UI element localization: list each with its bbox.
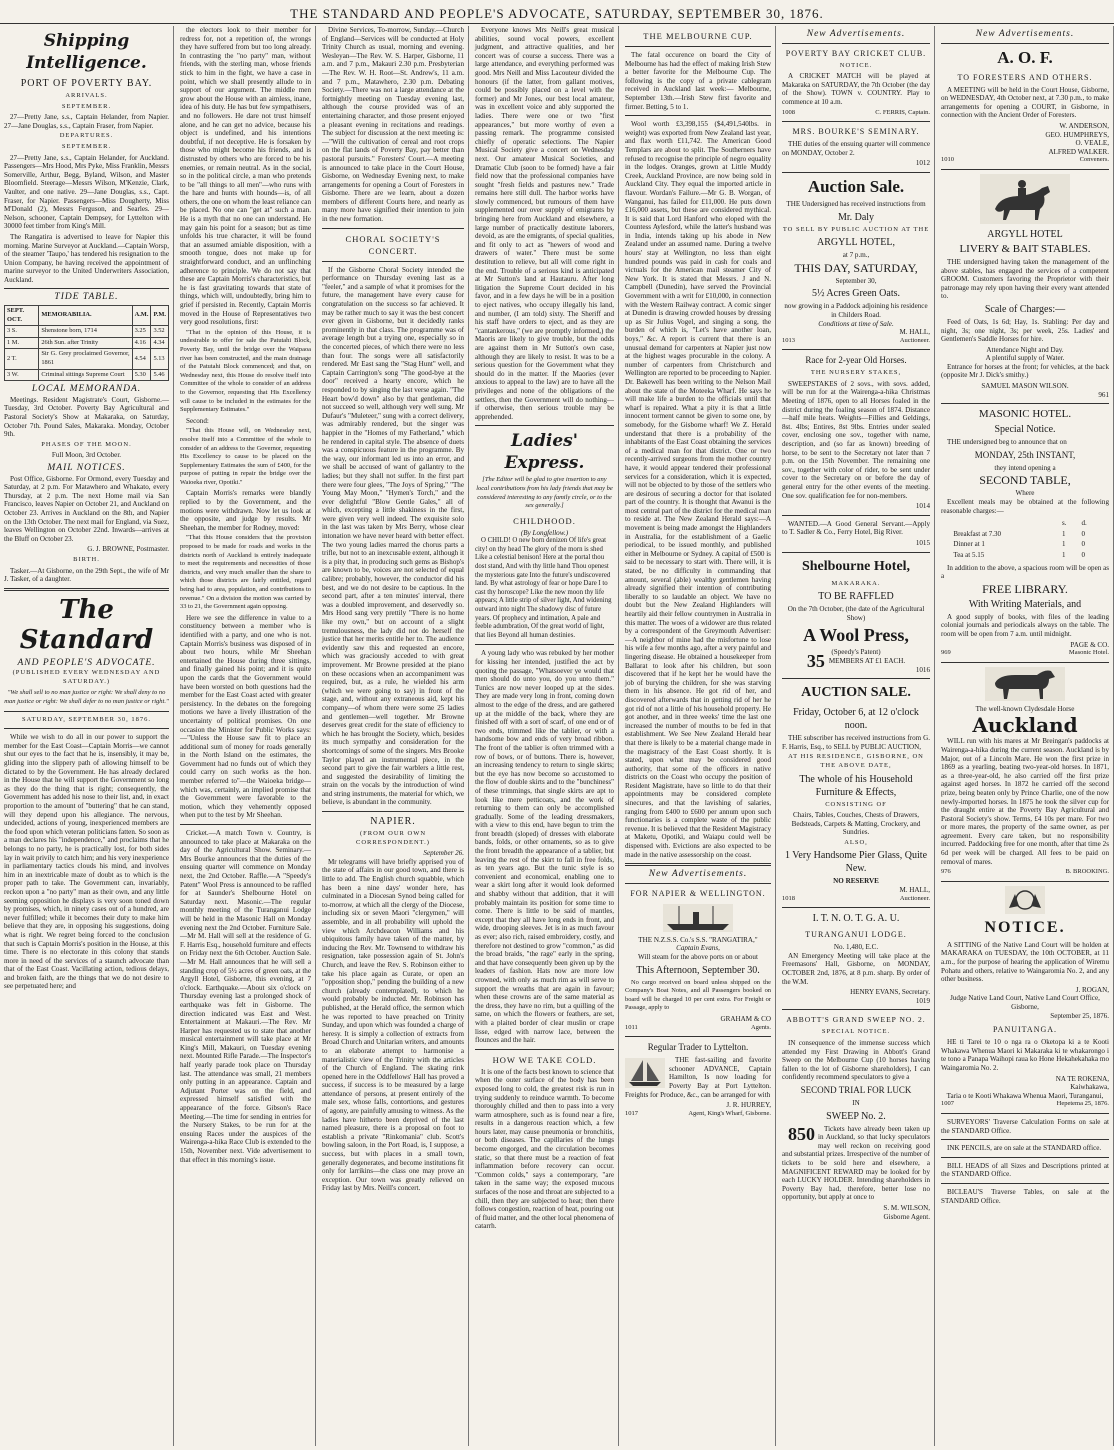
auction2-sign: M. HALL, bbox=[899, 886, 930, 895]
aof-name: W. ANDERSON, bbox=[1059, 121, 1109, 130]
ladies-express-title: Ladies' Express. bbox=[504, 431, 585, 474]
auction2-heading: AUCTION SALE. bbox=[801, 685, 911, 701]
sweep-sign: S. M. WILSON, bbox=[883, 1203, 930, 1212]
lodge-number: No. 1,480, E.C. bbox=[833, 943, 879, 952]
napier-date: September 26. bbox=[423, 849, 464, 858]
masonic-big: SECOND TABLE, bbox=[979, 473, 1071, 488]
auction-day: THIS DAY, SATURDAY, bbox=[794, 260, 918, 275]
tide-row: 3 W. Criminal sittings Supreme Court 5.30 5.46 bbox=[5, 369, 169, 381]
ad-number: 1018 bbox=[782, 894, 795, 902]
choral-heading: CHORAL SOCIETY'S CONCERT. bbox=[345, 233, 441, 256]
auction2-venue: AT HIS RESIDENCE, GISBORNE, ON THE ABOVE DATE, bbox=[788, 753, 924, 769]
tide-table bbox=[4, 305, 169, 381]
cricket-notice: NOTICE. bbox=[839, 61, 873, 69]
shelbourne-heading: Shelbourne Hotel, bbox=[801, 558, 911, 574]
auction-date: September 30, bbox=[835, 276, 877, 285]
race-heading: Race for 2-year Old Horses. bbox=[805, 355, 907, 366]
birth-heading: BIRTH. bbox=[73, 555, 100, 563]
raffle-members: MEMBERS AT £1 EACH. bbox=[828, 656, 906, 665]
masonic-day: MONDAY, 25th INSTANT, bbox=[974, 449, 1076, 460]
maori-sign: NA TE ROKENA, bbox=[1055, 1074, 1109, 1083]
sweep-in: IN bbox=[852, 1098, 860, 1107]
aof-heading: A. O. F. bbox=[997, 47, 1053, 67]
argyll-water: A plentiful supply of Water. bbox=[985, 354, 1065, 363]
tide-col: P.M. bbox=[151, 306, 169, 326]
aof-role: Conveners. bbox=[1079, 156, 1109, 164]
auction-from: Mr. Daly bbox=[837, 211, 875, 223]
paper-subtitle: AND PEOPLE'S ADVOCATE. bbox=[17, 657, 156, 668]
editorial-conclusion: Here we see the difference in value to a constituency between a member who is identified with a party, and one who is not. Captain Morris's business was disposed of in about two hours, while Mr Sheehan entertained the House during three sittings, and finally gained his point; and it is quite upon the cards that the Government would have been worsted on both questions had the member for the East Coast acted with greater persistency. In the debates on the foregoing motions we have a lively illustration of the uncertainty of political promises. On one occasion the Minister for Public Works says:—"Unless the House saw fit to place an additional sum of money for roads generally in the North Island on the estimates, the Government had no funds out of which they could carry on such works as the hon. member referred to"—the Waioeka bridge—which was, certainly, an implied promise that the Government were favorable to the motion, which they vehemently opposed when put to the test by Mr Sheehan. bbox=[180, 613, 311, 820]
raffle-item: A Wool Press, bbox=[803, 625, 909, 646]
price-row: Tea at 5.15 1 0 bbox=[953, 551, 1085, 559]
auction-conditions: Conditions at time of Sale. bbox=[818, 319, 894, 328]
ad-number: 1015 bbox=[915, 538, 930, 547]
sweep-heading: ABBOTT'S GRAND SWEEP NO. 2. bbox=[786, 1015, 926, 1025]
tide-col: A.M. bbox=[132, 306, 151, 326]
masonic-text: THE undersigned beg to announce that on bbox=[947, 438, 1067, 447]
auction2-consisting: CONSISTING OF bbox=[825, 800, 887, 808]
auction-lot: 5½ Acres Green Oats. bbox=[811, 288, 901, 300]
lodge-heading: TURANGANUI LODGE. bbox=[805, 930, 907, 940]
sweep-tickets-count: 850 bbox=[788, 1123, 815, 1144]
tide-heading: TIDE TABLE. bbox=[54, 292, 119, 303]
sweep-small: Tickets have already been taken up in Auckland, so that lucky speculators may well reckon on receiving good and substantial prizes. Irrespective of the number of tickets to be sold here and elsewhere, a MAGNIFICENT REWARD may be looked for by each LUCKY HOLDER. Intending shareholders in Poverty Bay had, therefore, better lose no opportunity, but apply at once to bbox=[782, 1124, 930, 1202]
sweep-number: SWEEP No. 2. bbox=[826, 1110, 886, 1122]
horse-rider-illustration bbox=[980, 174, 1070, 224]
ad-number: 1013 bbox=[782, 336, 795, 344]
masonic-role: Masonic Hotel. bbox=[1068, 649, 1109, 657]
mail-text: Post Office, Gisborne. For Ormond, every Tuesday and Saturday, at 2 p.m. For Matawhero and Whakato, every Thursday, at 2 p.m. The next Home mail via San Francisco, leaves Napier on October 21, and Auckland on October 23. Arrives in Auckland on the 8th, and Napier on the 13th October. The next mail for England, via Suez, leaves Wellington on October 22nd. Inwards—arrives at the Bluff on October 23. bbox=[4, 474, 169, 543]
napier-continued: Everyone knows Mrs Neill's great musical abilities, sound vocal powers, excellent judgment, and attractive qualities, and her concert was of course a success. There was a large attendance, and everything performed was good. Mrs Neill and Miss Lacouteur divided the honours (if the latter, from gallant motives, could be possibly placed on a level with the former) and Mr Jones, our best local amateur, was in excellent voice and ably supported the ladies. There were one or two "first appearances," but more worthy of even a passing remark. The programme consisted chiefly of operatic selections. The Napier Musical Society give a concert on Wednesday next. Our amateur Musical Societies, and Dramatic Club (soon to be formed) have a fair field now that the professional companies have sought "fresh fields and pastures new." Trade remains here still dull. The harbor works have slowly commenced, but rumours of them have supplemented our over supply of emigrants by bringing here from Auckland and elsewhere, a large number of practically destitute laborers, devoid, as are the emigrants, of special qualities, and fit only to act as "hewers of wood and drawers of water." There must be some destitution to relieve, but all will come right in the end. Trouble of a serious kind is anticipated at Mr Sutton's land at Hautauru. After long litigation the Supreme Court decided in his favor, and in a few days he will be in a position to eject natives, who occupy illegally his land, and number, (I am told) sixty. The Sheriff and his staff have orders to eject, and as they are "cantankerous," (we are promptly informed,) the Maoris are likely to give trouble, but the odds are against them in Mr Sutton's own case, although they are likely to resist. It was to be a serious question for the Government what they should do in the matter. If the Maories (ever anxious to appeal to the law) are to have all the privileges and none of the obligations of the settlers, then the Government will do nothing—if otherwise, then serious trouble may be apprehended. bbox=[475, 26, 614, 421]
arrivals-text: 27—Pretty Jane, s.s., Captain Helander, from Napier. 27—Jane Douglas, s.s., Captain Fraser, from Napier. bbox=[4, 113, 169, 130]
sweep-role: Gisborne Agent. bbox=[883, 1212, 930, 1221]
sweep-big: SECOND TRIAL FOR LUCK bbox=[800, 1084, 912, 1095]
panuitanga-heading: PANUITANGA. bbox=[992, 1025, 1058, 1035]
lodge-sign: HENRY EVANS, Secretary. bbox=[850, 988, 930, 997]
sweep-sub: SPECIAL NOTICE. bbox=[821, 1028, 891, 1036]
birth-text: Tasker.—At Gisborne, on the 29th Sept., the wife of Mr J. Tasker, of a daughter. bbox=[4, 566, 169, 584]
tide-row: 3 S. Shenstone born, 1714 3.25 3.52 bbox=[5, 326, 169, 338]
napier-wellington-heading: FOR NAPIER & WELLINGTON. bbox=[630, 888, 766, 898]
auction-desc: now growing in a Paddock adjoining his residence in Childers Road. bbox=[784, 302, 928, 319]
ads-heading: New Advertisements. bbox=[648, 869, 748, 880]
masonic-heading: MASONIC HOTEL. bbox=[978, 408, 1072, 421]
auction-role: Auctioneer. bbox=[899, 336, 930, 344]
moon-text: Full Moon, 3rd October. bbox=[51, 451, 122, 460]
column-3 bbox=[318, 26, 469, 1446]
small-ad-billheads: BILL HEADS of all Sizes and Descriptions printed at the STANDARD Office. bbox=[941, 1161, 1109, 1179]
masonic-where: Where bbox=[1015, 489, 1035, 498]
argyll-scale: Scale of Charges:— bbox=[984, 303, 1066, 315]
rangatira-captain: Captain Evans, bbox=[676, 944, 720, 953]
steamer-illustration bbox=[663, 904, 733, 932]
ad-number: 969 bbox=[941, 649, 951, 657]
shipping-notes: The Rangatira is advertised to leave for Napier this morning. Marine Surveyor at Auckland.—Captain Worsp, of the steamer 'Taupo,' has tendered his resignation to the Union Company, he having received the appointment of marine surveyor to the United Underwriters Association, Auckland. bbox=[4, 232, 169, 284]
auction2-intro: THE subscriber has received instructions from G. F. Harris, Esq., to SELL by PUBLIC AUCTION, bbox=[782, 734, 930, 751]
departures-heading: DEPARTURES. bbox=[59, 132, 114, 140]
column-5 bbox=[621, 26, 776, 1446]
second-label: Second: bbox=[186, 416, 209, 425]
argyll-charges: Feed of Oats, 1s 6d; Hay, 1s. Stabling: Per day and night, 3s; one night, 3s; per week, 25s. Ladies' and Gentlemen's Saddle Horses for hire. bbox=[941, 317, 1109, 344]
editor-note: [The Editor will be glad to give insertion to any local contributions from his lady friends that may be considered interesting to any family circle, or to the sex generally.] bbox=[476, 476, 613, 510]
raffle-patent: (Speedy's Patent) bbox=[831, 648, 881, 657]
library-heading: FREE LIBRARY. bbox=[982, 581, 1068, 596]
cricket-text: A CRICKET MATCH will be played at Makaraka on SATURDAY, the 7th October (the day of the Show). TOWN v. COUNTRY. Play to commence at 10 a.m. bbox=[782, 72, 930, 106]
aof-name: GEO. HUMPHREYS, bbox=[1045, 130, 1109, 139]
raffle-text: On the 7th October, (the date of the Agricultural Show) bbox=[787, 605, 925, 622]
shipping-title: Shipping Intelligence. bbox=[26, 31, 147, 73]
argyll-attendance: Attendance Night and Day. bbox=[986, 345, 1064, 354]
napier-text: Mr telegrams will have briefly apprised you of the state of affairs in our good town, and there is little to add. The English church squabble, which has been a nine days' wonder here, has culminated in a Diocesan Synod being called for to-morrow, at which all the clergy of the Diocese, including six or seven Maori "clergymen," will assemble, and in all probability will uphold the view which Archdeacon Williams and his ubiquitous family have taken of the matter, by inducing the Rev. Mr. Townsend to withdraw his resignation, take possession again of St. John's Church, and leave the Rev. S. Robinson either to take his place again as Curate, or open an "opposition shop," pending the building of a new church (already contemplated), to which he would probably be inducted. Mr. Robinson has published, at the Herald office, the sermon which he was reported to have preached on Trinity Sunday, and upon which was founded a charge of heresy. It is simply a collection of extracts from Broad Church and Unitarian writers, and amounts to an elaborate attempt to harmonise a materialistic view of the Trinity with the articles of the Church of England. The skating rink opened here in the Oddfellows' Hall has proved a success, if success is to be measured by a large attendance of persons, at present entirely of the male sex, whose falls, contortions, and gestures of agony, are painfully amusing to witness. As the ladies have hitherto been deprived of the last named pleasure, there is a proposal on foot to establish a private "Rinkomania" club. Scott's bowling saloon, in the Port Road, is, I suppose, a success, but with places in a small town, generally degenerates, and become institutions fit only for larrikins—the class one may prove an exception. Our town was greatly relieved on Friday last by Mrs. Neill's concert. bbox=[322, 857, 464, 1193]
auction-sign: M. HALL, bbox=[899, 328, 930, 337]
ad-number: 1014 bbox=[915, 502, 930, 511]
column-7 bbox=[937, 26, 1114, 1446]
clydesdale-horse-illustration bbox=[985, 667, 1065, 701]
ad-number: 1008 bbox=[782, 108, 795, 116]
argyll-heading: ARGYLL HOTEL bbox=[987, 228, 1063, 240]
paper-title: The Standard bbox=[19, 594, 154, 655]
editorial-text: While we wish to do all in our power to support the member for the East Coast—Captain Morris—we cannot shut our eyes to the fact that he is, insensibly, it may be, gliding into the slippery path of allowing himself to be dictated to by the Government. He has already declared in the House that he will support the Government so long as they do the thing that is right; consequently, the Government has added his nose to their list, and, in exact proportion to the amount of "buttering" that he can stand, will they depend upon his allegiance. The nervous, undecided, actions of young, inexperienced members are the food upon which veteran politicians fatten. So soon as a man declares his "independence," and proclaims that he belongs to no party, he is practically lost, for both sides lay in wait privily to catch him; and his very inexperience in parliamentary tactics clouds his mind, and involves him in an inextricable maze of doubt as to which is the proper path to take. The Government can, invariably, reckon upon a "no party" man as their own, and any little seeming opposition he displays is very soon toned down by promises, which, in ninety cases out of a hundred, are never fulfilled; while it becomes their duty to make him believe that they are, in opposing his suggestions, doing what is right. We regret being forced to the conclusion that such is Captain Morris's position in the House, at this time. There is no electorate in this colony that stands more in need of the services of a staunch advocate than that of the East Coast. Vacillating action, tedious delays, and broken faith, are the things that we do not desire to see perpetuated here; and bbox=[4, 733, 169, 991]
price-unit: s. bbox=[1061, 519, 1067, 528]
race-sub: THE NURSERY STAKES, bbox=[810, 369, 902, 377]
lyttelton-agent: J. R. HURREY, bbox=[726, 1101, 771, 1110]
moon-heading: PHASES OF THE MOON. bbox=[41, 440, 132, 448]
local-news-continued: Divine Services, To-morrow, Sunday.—Church of England—Services will be conducted at Holy Trinity Church as usual, morning and evening. Wesleyan—The Rev. W. S. Harper, Gisborne, 11 a.m. and 7 p.m., Makauri 2.30 p.m. Presbyterian—The Rev. W. H. Root—St. Andrew's, 11 a.m. and 7 p.m., Matawhero, 2.30 p.m. Debating Society.—There was not a large attendance at the fortnightly meeting on Tuesday evening last, although the course provided was of an entertaining character, and those present enjoyed a pleasant evening in recitations and readings. The subject for discussion at the next meeting is:—"Will the cultivation of cereal and root crops on the flat lands of Poverty Bay, pay better than pastoral pursuits." Foresters' Court.—A meeting is announced to take place in the Court House, Gisborne, on Wednesday Evening next, to make arrangements for opening a Court of Foresters in Gisborne. There are we learn, about a dozen members of different Courts here, and nearly as many more have signified their intention to join in the new formation. bbox=[322, 26, 464, 224]
ad-number: 1011 bbox=[625, 1023, 638, 1031]
seminary-text: THE duties of the ensuing quarter will commence on MONDAY, October 2. bbox=[782, 140, 930, 157]
masonic-sign: PAGE & CO. bbox=[1070, 640, 1109, 649]
auction2-items: Chairs, Tables, Couches, Chests of Drawers, Bedsteads, Carpets & Matting, Crockery, and Sundries. bbox=[791, 811, 921, 837]
small-ad-surveyors: SURVEYORS' Traverse Calculation Forms on sale at the STANDARD Office. bbox=[941, 1117, 1109, 1135]
mail-heading: MAIL NOTICES. bbox=[47, 462, 126, 473]
port-heading: PORT OF POVERTY BAY. bbox=[20, 78, 153, 89]
column-6 bbox=[778, 26, 935, 1446]
maori-text: HE ti Tarei te 10 o nga ra o Oketopa ki a te Kooti Whakawa Whenua Maori ki Makaraka ki te whakarongo i te tono a Panapa Waihopi raua ko Hone Hekahekahaka mo Waingaromia No. 2. bbox=[941, 1038, 1109, 1072]
ad-number: 1012 bbox=[915, 159, 930, 168]
argyll-sign: SAMUEL MASON WILSON. bbox=[981, 382, 1069, 391]
ad-number: 976 bbox=[941, 868, 951, 876]
schooner-illustration bbox=[625, 1058, 665, 1088]
ad-number: 1016 bbox=[915, 665, 930, 674]
melbourne-cup-heading: THE MELBOURNE CUP. bbox=[643, 31, 753, 41]
arrivals-heading: ARRIVALS. bbox=[65, 92, 108, 99]
auction2-glass: 1 Very Handsome Pier Glass, Quite New. bbox=[784, 850, 928, 875]
tide-col: MEMORABILIA. bbox=[39, 306, 132, 326]
auction2-lot: The whole of his Household Furniture & Effects, bbox=[799, 773, 913, 798]
notice-text: A SITTING of the Native Land Court will be holden at MAKARAKA on TUESDAY, the 10th OCTOBER, at 11 a.m., for the purpose of hearing the application of Wiremu Pohatu and others, relative to Waingaromia No. 2, and any other business. bbox=[941, 940, 1109, 984]
wanted-text: WANTED.—A Good General Servant.—Apply to T. Sadler & Co., Ferry Hotel, Big River. bbox=[782, 519, 930, 537]
column-2 bbox=[176, 26, 316, 1446]
argyll-sub: LIVERY & BAIT STABLES. bbox=[959, 242, 1091, 255]
childhood-author: (By Longfellow.) bbox=[520, 528, 569, 537]
auction2-role: Auctioneer. bbox=[899, 894, 930, 902]
napier-sub: (FROM OUR OWN CORRESPONDENT.) bbox=[356, 830, 430, 846]
maori-role: Kaiwhakawa, bbox=[1070, 1083, 1109, 1092]
notice-sign: J. ROGAN, bbox=[1075, 985, 1109, 994]
rangatira-time: This Afternoon, September 30. bbox=[636, 964, 760, 976]
auction-time: at 7 p.m., bbox=[842, 251, 870, 260]
maori-date: Hepetema 25, 1876. bbox=[1056, 1100, 1109, 1108]
lodge-text: AN Emergency Meeting will take place at the Freemasons' Hall, Gisborne, on MONDAY, OCTOBER 2nd, 1876, at 8 p.m. sharp. By order of the W.M. bbox=[782, 951, 930, 986]
rangatira-small: No cargo received on board unless shipped on the Company's Boat Notes, and all Passengers booked on board will be charged 10 per cent extra. For Freight or Passage, apply to bbox=[625, 978, 771, 1012]
aof-name: ALFRED WALKER. bbox=[1048, 147, 1109, 156]
raffle-members-count: 35 bbox=[806, 650, 825, 671]
tide-row: 1 M. 26th Sun. after Trinity 4.16 4.34 bbox=[5, 337, 169, 349]
departures-month: SEPTEMBER. bbox=[61, 142, 112, 150]
library-text: A good supply of books, with files of the leading colonial journals and periodicals always on the table. The room will be open from 7 a.m. until midnight. bbox=[941, 612, 1109, 638]
price-unit: d. bbox=[1081, 519, 1087, 528]
paper-motto: "We shall sell to no man justice or right: We shall deny to no man justice or right: We shall defer to no man justice or right." bbox=[4, 689, 169, 706]
library-sub: With Writing Materials, and bbox=[968, 598, 1082, 610]
royal-arms-icon bbox=[1005, 886, 1045, 914]
auckland-sign: B. BROOKING. bbox=[1065, 868, 1109, 876]
auction-sell: TO SELL BY PUBLIC AUCTION AT THE bbox=[782, 225, 930, 233]
auckland-heading: Auckland bbox=[972, 713, 1078, 738]
auction-intro: THE Undersigned has received instructions from bbox=[786, 199, 926, 208]
cold-heading: HOW WE TAKE COLD. bbox=[492, 1054, 597, 1065]
lyttelton-text: THE fast-sailing and favorite schooner ADVANCE, Captain Hamilton, Is now loading for Poverty Bay at Port Lyttelton. Freights for Produce, &c., can be arranged for with bbox=[625, 1056, 771, 1099]
memo-text: Meetings. Resident Magistrate's Court, Gisborne.—Tuesday, 3rd October. Poverty Bay Agricultural and Pastoral Society's Show at Makaraka, on Saturday, October 7th. Pound Sales, Makaraka. Monday, October 9th. bbox=[4, 395, 169, 439]
ad-number: 1010 bbox=[941, 156, 954, 164]
editorial-remarks: Captain Morris's remarks were blandly replied to by the Government, and the motions were withdrawn. Now let us look at the opposite, and judge by results. Mr Sheehan, the member for Rodney, moved: bbox=[180, 489, 311, 532]
resolution-two: "That this House will, on Wednesday next, resolve itself into a Committee of the whole to consider of an address to the Governor, requesting His Excellency to cause to be placed on the Supplementary Estimates the sum of £400, for the purpose of putting in repair the bridge over the Waioeka river, Opotiki." bbox=[180, 427, 311, 486]
lyttelton-heading: Regular Trader to Lyttelton. bbox=[647, 1042, 749, 1053]
auckland-caption: The well-known Clydesdale Horse bbox=[975, 704, 1075, 713]
sweep-text: IN consequence of the immense success which attended my First Drawing in Abbott's Grand Sweep on the Melbourne Cup (10 horses having fallen to the lot of Gisborne shareholders), I can confidently recommend speculators to give a bbox=[782, 1039, 930, 1082]
seminary-heading: MRS. BOURKE'S SEMINARY. bbox=[792, 127, 920, 137]
masonic-meals: Excellent meals may be obtained at the following reasonable charges:— bbox=[941, 498, 1109, 515]
ad-number: 961 bbox=[1098, 390, 1109, 399]
notice-heading: NOTICE. bbox=[984, 918, 1066, 936]
cricket-sign: C. FERRIS, Captain. bbox=[875, 108, 930, 116]
auction2-also: ALSO, bbox=[844, 838, 868, 846]
rangatira-vessel: THE N.Z.S.S. Co.'s S.S. "RANGATIRA," bbox=[638, 935, 758, 944]
tide-row: 2 T. Sir G. Grey proclaimed Governor, 1861 4.54 5.13 bbox=[5, 349, 169, 369]
sheehan-motion: "That this House considers that the provision proposed to be made for roads and works in the districts north of Auckland is entirely inadequate to meet the requirements and necessities of those districts, and very much smaller than the share to which those districts are fairly entitled, regard being had to area, population, and contributions to revenue." On a division the motion was carried by 33 to 21, the Government again opposing. bbox=[180, 534, 311, 611]
price-row: Breakfast at 7.30 1 0 bbox=[953, 529, 1085, 538]
notice-date: September 25, 1876. bbox=[1050, 1011, 1109, 1020]
rangatira-steam: Will steam for the above ports on or about bbox=[638, 953, 758, 961]
auction-heading: Auction Sale. bbox=[807, 176, 905, 196]
ladies-text: A young lady who was rebuked by her mother for kissing her intended, justified the act by quoting the passage, "Whatsoever ye would that men should do unto you, do you unto them." Tunics are now never looped up at the sides. They are made very long in front, coming down almost to the edge of the dress, and are gathered up at the middle of the back, where they are finished off with a sort of scarf, of one end or of two ends, trimmed like the tablier, or with a handsome bow and ends of very broad ribbon. The front of the tablier is often trimmed with a row of bows, or of buttons. There is, however, an increasing tendency to return to single skirts; but the eye has now become so accustomed to the flow of double skirts and to the "bunchiness" of these trimmings, that single skirts are apt to look like mere petticoats, and the work of returning to them can only be accomplished gradually. Some of the leading dressmakers, with a view to this end, have begun to trim the front breadth (sloped) of dresses with elaborate bands, folds, or other ornaments, so as to give the front breadth the appearance of a tablier, but leaving the rest of the skirt to fall in free folds, as ten years ago. But the tunic style is so convenient and economical, enabling one to wear a skirt long after it would look deformed and shabby without that addition, that it will probably maintain its position for some time to come. There is little to be said of mantles, except that they all have long ends in front, and wide, drooping sleeves. Jet is in as much favour as ever; also rich, raised embroidery, costly, and therefore not destined to grow "common," as did the broad braids, "the rage" early in the spring, and that have consequently been given up by the leaders of fashion. Hats now are more low crowned, with only as much rim as will serve to support the wreaths that are again in favour; when these crowns are of the same material as the dress, they have no rim, but a quilling of the same, on which the flowers or feathers, are set, with a plaited border of clear muslin or crape lisse, edged with narrow lace, between the flounces and the hair. bbox=[475, 649, 614, 1045]
notice-role: Judge Native Land Court, Native Land Court Office, Gisborne, bbox=[950, 994, 1100, 1011]
cold-text: It is one of the facts best known to science that when the outer surface of the body has been exposed long to cold, the greatest risk is run in trying suddenly to reinduce warmth. To become thoroughly chilled and then to pass into a very warm atmosphere, such as is found near a fire, results in a dangerous reaction which, a few hours later, may cause pneumonia or bronchitis, or both diseases. The capillaries of the lungs become engorged, and the circulation becomes static, so that there must be a reaction of feat inflammation before recovery can occur. "Common colds," says a contemporary, "are taken in the same way; the exposed mucous surfaces of the nose and throat are subjected to a chill, then they are subjected to heat; then there follows congestion, reaction of heat, pouring out of fluid matter, and the other local phenomena of catarrh. bbox=[475, 1067, 614, 1231]
editorial-continued: the electors look to their member for redress for, not a repetition of, the wrongs they have suffered from but too long already. In contrasting the "no party" man, without friends, with the sterling man, whose friends stick to him in the fight, we have a case in point, which we shall presently allude to in support of our argument. The middle men grow about the House with an aimless, inane, idea of his duty. He has but few sympathisers, and no followers. He dare not trust himself alone, and he can get no advice, because his object is undefined, and his intentions doubtful, if not deceptive. He is forsaken by those who might become his friends, and is distrusted by others who are forced to be his enemies, or remain neutral. As in the social, so in the political circle, a man who pretends to be "all things to all men"—who runs with the hare and hunts with hounds—is, of all others, the one on whom the least reliance can be placed. No one can "get at" such a man. He is a myth that no one can understand. He may gain his point for a season; but as time unfolds his true character, it will be found that an assumed amiable disposition, with a smooth tongue, does not make up for straightforward conduct, and an unflinching adherence to principle. We do not say that these are Captain Morris's characteristics, but he is fast gravitating towards that state of things, which will, undoubtedly, bring him to grief if persisted in. Recently, Captain Morris moved in the House of Representatives two very good resolutions, first: bbox=[180, 26, 311, 327]
masonic-sub: Special Notice. bbox=[994, 424, 1056, 436]
cricket-heading: POVERTY BAY CRICKET CLUB. bbox=[785, 48, 927, 58]
argyll-text: THE undersigned having taken the management of the above stables, has engaged the services of a competent GROOM. Customers favoring the Proprietor with their patronage may rely upon having their every want attended to. bbox=[941, 257, 1109, 301]
childhood-heading: CHILDHOOD. bbox=[513, 515, 576, 526]
childhood-poem: O CHILD! O new born denizen Of life's great city! on thy head The glory of the morn is shed Like a celestial benison! Here at the portal thou dost stand, And with thy little hand Thou openest the mysterious gate Into the future's undiscovered land. By what astrology of fear or hope Dare I to cast thy horoscope? Like the new moon thy life appears; A little strip of silver light, And widening outward into night The shadowy disc of future years. Of prophecy and intimation, A pale and feeble adumbration, Of the great world of light, that lies Beyond all human destinies. bbox=[475, 537, 612, 639]
mail-sign: G. J. BROWNE, Postmaster. bbox=[87, 545, 169, 554]
masonic-extra: In addition to the above, a spacious room will be open as a bbox=[941, 563, 1109, 581]
memo-heading: LOCAL MEMORANDA. bbox=[31, 384, 142, 395]
napier-heading: NAPIER. bbox=[370, 816, 416, 828]
aof-sub: TO FORESTERS AND OTHERS. bbox=[957, 72, 1093, 82]
ad-number: 1019 bbox=[915, 996, 930, 1005]
melbourne-cup-text: The fatal occurence on board the City of Melbourne has had the effect of making Irish Stew a better favorite for the Melbourne Cup. The following is the copy of a private cablegram received in Auckland last week:— Melbourne, September 13th.—Irish Stew first favorite and firmer. Betting, 5 to 1. bbox=[625, 51, 771, 111]
maori-role2: Taria o te Kooti Whakawa Whenua Maori, Turanganui, bbox=[946, 1091, 1104, 1100]
small-ad-pencils: INK PENCILS, are on sale at the STANDARD office. bbox=[947, 1144, 1102, 1153]
choral-text: If the Gisborne Choral Society intended the performance on Thursday evening last as a "feeler," and a sample of what it promises for the future, the management have every cause for congratulation on the success so far achieved. It may be rather much to say it was the best concert ever given in Gisborne, but it decidedly ranks prominently in that class. The programme was of average length but a trying one, especially so in the concerted pieces, of which there were no less than four. The songs were all satisfactorily rendered. Mr East sang the "Stag Hunt" well, and Captain Carrington's song "The good-bye at the door" received a hearty encore, which he responded to by singing the last verse again. "The Heart bow'd down" also by that gentleman, did not succeed so well, although very well sung. Mr Dufaur's "Muleteer," sung with a correct delivery, was admirably rendered, but the singer was happier in the "Homes of my Fatherland," which he rendered in capital style. The absence of duets was a conspicuous feature in the programme. By the way, our informant led us into an error, and we shall be accused of want of gallantry to the ladies; but they shall not suffer. In the first part there were four glees, "The Joys of Spring," "The Young May Moon," "Hymen's Torch," and the ever delightful "Blow Gentle Gales," all of which, excepting a little shakiness in the first, were given very well indeed. The exquisite solo in the last was taken by Mrs Berry, whose clear intonation we have never heard with better effect. The two young ladies marred the chorus parts a trifle, but not to an inexcusable extent, although it is a pity that, in producing such gems as Bishop's are known to be, voices are not selected of equal calibre; probably, however, the conductor did his best, and we do not desire to be captious. In the second part, after a ten minutes' interval, there was a doubled improvement, and deservedly so. Mrs Hood sang very prettily "There is no home like my own," but on account of a slight tremulousness, the lady did not do herself the justice that her merits entitle her to. The audience evidently saw this and requested an encore, which was graciously acceded to with great improvement. Mr Browne presided at the piano on these occasions when an accompaniment was required, but, as a rule, he wielded his arm (which we were going to say) in front of the stage, and, without any extraneous aid, kept his company—of whom there were some 25 ladies and gentlemen—well together. Mr Browne deserves great credit for the state of efficiency to which he has brought the Society, which, besides its much sympathy and consideration for the shortcomings of some of the singers. Mrs Brooke Taylor played an instrumental piece, in the second part to give the fair warblers a little rest, and suggested the desirability of limiting the strain on the vocals by the introduction of wind and string instruments, the material for which, we believe, is abundant in the community. bbox=[322, 265, 464, 807]
auction2-reserve: NO RESERVE bbox=[833, 877, 879, 886]
ads-heading: New Advertisements. bbox=[806, 29, 906, 39]
lodge-letters: I. T. N. O. T. G. A. U. bbox=[812, 913, 900, 925]
paper-publish: (PUBLISHED EVERY WEDNESDAY AND SATURDAY.) bbox=[12, 669, 161, 685]
auction-venue: ARGYLL HOTEL, bbox=[817, 237, 895, 249]
argyll-entrance: Entrance for horses at the front; for vehicles, at the back (opposite Mr J. Dick's smithy.) bbox=[941, 362, 1109, 380]
column-4 bbox=[471, 26, 619, 1446]
race-text: SWEEPSTAKES of 2 sovs., with sovs. added, will be run for at the Wairenga-a-hika Christmas Meeting of 1876, open to all Horses foaled in the district during the foaling season of 1874. Distance—half mile heats. Weights—Fillies and Geldings, 8st. 4lbs; Entires, 8st 9lbs. Entries under sealed cover, enclosing one sov., together with name, description, and (so far as known) breeding of horse, to be sent to the Secretary not later than 7 p.m. on the 15th November. The remaining one sov., together with color of rider, to be sent under cover to the Secretary on or before the day of general entry for the other events of the meeting. One sov. qualification fee for non-members. bbox=[782, 379, 930, 500]
arrivals-month: SEPTEMBER. bbox=[61, 102, 112, 110]
general-news: Wool worth £3,398,155 ($4,491,540lbs. in weight) was exported from New Zealand last year, and flax worth £11,742. The American Good Templars are about to split. The Southerners have refused to recognise the principle of negro equality in the lodges. Oranges, grown at Little Muddy Creek, Auckland Province, are now being sold in Auckland City. They equal the imported article in flavour. Wordan's Failure.—Mr G. B. Worgan, of Wanganui, has failed for £11,000. He puts down £16,000 assets, but these are considered mythical. It is said that Lord Hanford who eloped with the Countess Aylesford, while the latter's husband was in India, intends taking up his abode in New Zealand under an assumed name. During a twelve hours' stay at Wellington, no less than eight hundred pounds was paid in cash for coals and victuals for the American mail steamer City of New York. It is stated that Messrs. J and N. Campbell (Dunedin), have served the Provincial Government with a writ for £10,000, in connection with the Western Railway contract. A comic singer at Dunedin is drawing crowded houses by dressing up as Sir Julius Vogel, and singing a song, the burden of which is, "Let's have another loan, boys," &c. A report is current that there is an unusual demand for carpenters at Napier just now at the highest wages procurable in the colony. A number of carpenters from Christchurch and Wellington are reported to be proceeding to Napier. Dr. Bakewell has been writing to the Nelson Mail about the state of the Moteeka Wharf. He says he will make life a burden to the officials until that wharf is repaired. What a pity it is that a little innocent torment cannot be given to some one, by somebody, for the Gisborne wharf! We Z. Herald understand that there is a probability of the inhabitants of the East Coast obtaining the services of a medical man for that district. One or two recently-arrived surgeons from the mother country have, it would appear tendered their professional services for a consideration, which it is expected, will not be objected to by those of the settlers who are desirous of securing a doctor for that isolated part of the country. It is thought that Awanui is the most central part of the district for the medical man to reside at. The New Zealand Herald says:—A movement is being made amongst the Highlanders in Australia, for the establishment of a Gaelic periodical, to be issued monthly, and published either in Melbourne or Sydney. A capital of £500 is said to be necessary to start with. There will, it is stated, be no difficulty in commanding that amount, several (able) wealthy gentlemen having already signified their intention of contributing liberally to so laudable an object. We have no doubt but the New Zealand Highlanders will heartily aid their fellow countrymen in Australia in this matter. The woes of a widower are thus related by a correspondent of the Greymouth Advertiser:—A neighbor of mine had the misfortune to lose his wife a few months ago, after a very painful and lingering disease. He obtained a housekeeper from Ballarat to look after his children, but soon discovered that if he kept her he would have the job of burying the children, for she was starving them in his absence. He got rid of her, and discovered afterwards that in getting rid of her he got rid of not a little of his household property. He got another, and in three weeks' time the last one increased the number of mouths to be fed in that establishment. We See New Zealand Herald hear that there is likely to be a material change made in the magistracy of the East Coast shortly. It is stated, upon what may be considered good authority, that some of the officers in native districts on the Coast who occupy the position of Resident Magistrate, have so little to do that their appointments may be considered complete sinecures, and that the lavishing of salaries, ranging from £400 to £600 per annum upon such functionaries is a complete waste of the public revenue. It is believed that the Resident Magistracy at Maketu, Opotiki, and Waiapu could well be dispensed with. Evictions are also expected to be made in the native assessorship on the coast. bbox=[625, 120, 771, 859]
aof-text: A MEETING will be held in the Court House, Gisborne, on WEDNESDAY, 4th October next, at 7.30 p.m., to make arrangements for opening a COURT, in Gisborne, in connection with the Ancient Order of Foresters. bbox=[941, 85, 1109, 120]
auction2-date: Friday, October 6, at 12 o'clock noon. bbox=[793, 707, 919, 732]
resolution-one: "That in the opinion of this House, it is undesirable to offer for sale the Patutahi Block, Poverty Bay, until the bridge over the Waipaoa river has been constructed, and the main drainage of the Patutahi Block commenced; and that, on Wednesday next, this House do resolve itself into Committee of the whole to consider of an address to the Governor, requesting that His Excellency will cause to be included in the estimates for the Supplementary Estimates." bbox=[180, 328, 311, 414]
ads-heading: New Advertisements. bbox=[975, 29, 1075, 39]
aof-name: O. VEALE, bbox=[1075, 139, 1109, 148]
auckland-text: WILL run with his mares at Mr Breingan's paddocks at Wairenga-a-hika during the current season. Auckland is by Major, out of a Lincoln Mare. He won the first prize in 1869 as a yearling, beating two-year-old horses. In 1871, as a three-year-old, he also carried off the first prize against aged horses. In 1872 he carried off the second prize, being beaten only by Prince Charlie, one of the now newly-imported horses. In 1875 he took the silver cup for the draught entire at the Poverty Bay Agricultural and Pastoral Society's show. Terms, £4 10s per mare. For two or more mares, the property of the same owner, as per agreement. Every care taken, but no responsibility incurred. Paddocking free for one month, after that time 2s 6d per week will be charged. All fees to be paid on removal of mares. bbox=[941, 737, 1109, 866]
small-ad-tables: BICLEAU'S Traverse Tables, on sale at the STANDARD Office. bbox=[941, 1187, 1109, 1205]
masonic-prices bbox=[949, 517, 1100, 561]
ad-number: 1017 bbox=[625, 1109, 638, 1117]
local-news: Cricket.—A match Town v. Country, is announced to take place at Makaraka on the day of the Agricultural Show. Seminary.—Mrs Bourke announces that the duties of the ensuing quarter will commence on Monday next, the 2nd October. Raffle.—A "Speedy's Patent" Wool Press is announced to be raffled for at Saunder's Shelbourne Hotel on Saturday next. Masonic.—The regular monthly meeting of the Turanganui Lodge will be held in the Masonic Hall on Monday evening next the 2nd October. Furniture Sale.—Mr M. Hall will sell at the residence of G. F. Harris Esq., household furniture and effects on Friday next the 6th October. Auction Sale.—Mr M. Hall announces that he will sell a standing crop of 5½ acres of green oats, at the Argyll Hotel, Gisborne, this evening, at 7 o'clock. Earthquake.—About six o'clock on Thursday evening last a prolonged shock of earthquake was felt in Gisborne. The direction indicated was East and West. Entertainment at Makauri.—The Rev. Mr Harper has requested us to state that another musical entertainment will take place at Mr King's Mill, Makauri, on Tuesday evening next. Mounted Rifle Parade.—The Inspector's half yearly parade took place on Thursday last. The attendance was small, 21 members only putting in an appearance. Captain and Adjutant Porter was on the field, and expressed himself satisfied with the appearance of the force. Gibson's Race Meeting.—The time for sending in entries for the Nursery Stakes, to be run for at the ensuing Races under the auspices of the Wairenga-a-hika Race Club is extended to the 15th, November next. Vide advertisement to that effect in this morning's issue. bbox=[180, 829, 311, 1164]
rangatira-agent: GRAHAM & CO bbox=[720, 1014, 771, 1023]
price-row: Dinner at 1 1 0 bbox=[953, 540, 1085, 549]
shelbourne-sub: MAKARAKA. bbox=[831, 579, 881, 587]
departures-text: 27—Pretty Jane, s.s., Captain Helander, for Auckland. Passengers—Mrs Hood, Mrs Pyke, Miss Franklin, Messrs Somerville, Arthur, Begg, Byland, Wilson, and Master Bloomfield. Steerage—Messrs Wilson, M'Kenzie, Clark, Vaulter, and one native. 29—Jane Douglas, s.s., Capt. Fraser, for Napier. Passengers—Miss Dougherty, Miss M'Donald (2), Messrs Ferguson, and Searles. 29—Nelson, schooner, Captain Dempsey, for Lyttelton with 30000 feet timber from King's Mill. bbox=[4, 153, 169, 231]
dateline: SATURDAY, SEPTEMBER 30, 1876. bbox=[21, 715, 152, 723]
rangatira-role: Agents. bbox=[750, 1023, 771, 1031]
ad-number: 1007 bbox=[941, 1100, 954, 1108]
column-1 bbox=[0, 26, 174, 1446]
masthead: THE STANDARD AND PEOPLE'S ADVOCATE, SATURDAY, SEPTEMBER 30, 1876. bbox=[0, 0, 1114, 24]
masonic-open: they intend opening a bbox=[994, 463, 1056, 472]
lyttelton-role: Agent, King's Wharf, Gisborne. bbox=[688, 1109, 771, 1117]
raffle-heading: TO BE RAFFLED bbox=[818, 591, 894, 603]
tide-col: SEPT. OCT. bbox=[5, 306, 39, 326]
